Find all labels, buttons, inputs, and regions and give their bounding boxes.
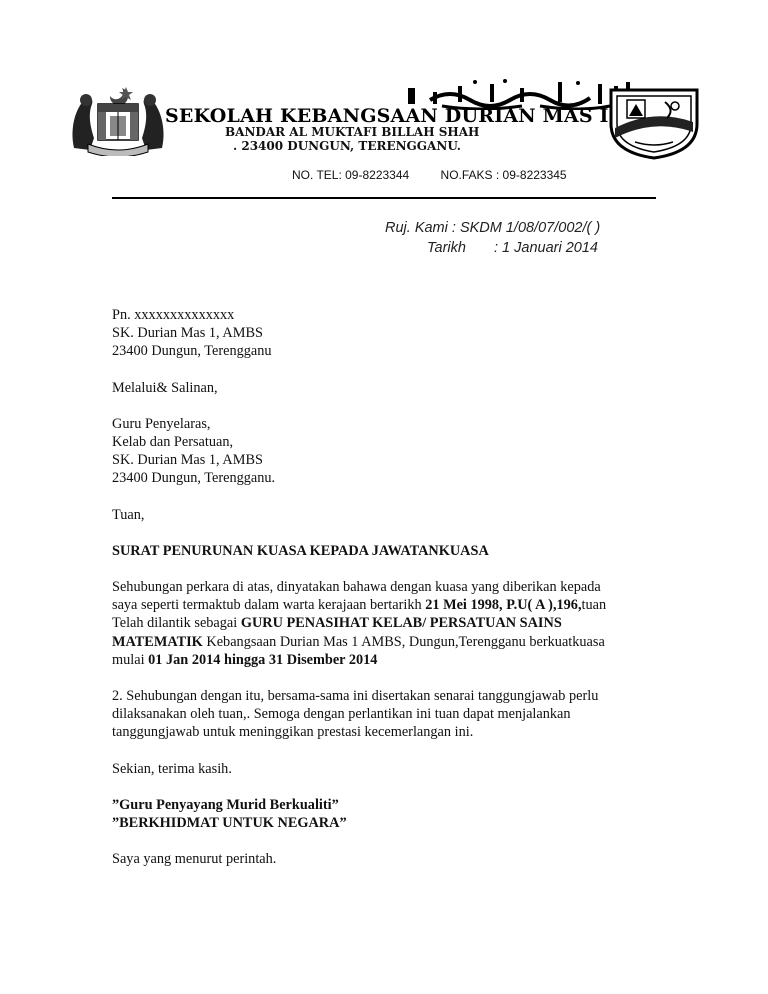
paragraph1-line1: Sehubungan perkara di atas, dinyatakan bahawa dengan kuasa yang diberikan kepada bbox=[112, 579, 601, 596]
contact-numbers bbox=[292, 168, 567, 182]
school-address-line1: BANDAR AL MUKTAFI BILLAH SHAH bbox=[225, 125, 480, 139]
effective-period: 01 Jan 2014 hingga 31 Disember 2014 bbox=[148, 651, 378, 668]
motto-line1: ”Guru Penyayang Murid Berkualiti” bbox=[112, 796, 339, 813]
date-line bbox=[385, 238, 600, 258]
reference-label: Ruj. Kami bbox=[385, 220, 448, 236]
text-span: tuan bbox=[581, 597, 607, 614]
coat-of-arms-logo bbox=[68, 86, 168, 156]
copy-to-line3: SK. Durian Mas 1, AMBS bbox=[112, 452, 263, 469]
paragraph1-line3 bbox=[112, 614, 672, 632]
copy-to-line1: Guru Penyelaras, bbox=[112, 415, 211, 432]
appointment-title: GURU PENASIHAT KELAB/ PERSATUAN SAINS bbox=[240, 615, 562, 632]
school-name: SEKOLAH KEBANGSAAN DURIAN MAS I bbox=[165, 105, 609, 127]
closing-line: Sekian, terima kasih. bbox=[112, 760, 232, 777]
paragraph1-line5 bbox=[112, 651, 672, 669]
paragraph2-line2: dilaksanakan oleh tuan,. Semoga dengan perlantikan ini tuan dapat menjalankan bbox=[112, 706, 571, 723]
paragraph1-line4 bbox=[112, 633, 672, 651]
copy-to-line2: Kelab dan Persatuan, bbox=[112, 434, 234, 451]
gazette-reference: 21 Mei 1998, P.U( A ),196, bbox=[425, 597, 582, 614]
paragraph2-line3: tanggungjawab untuk meninggikan prestasi kecemerlangan ini. bbox=[112, 724, 474, 741]
letter-subject: SURAT PENURUNAN KUASA KEPADA JAWATANKUASA bbox=[112, 542, 489, 559]
paragraph1-line2 bbox=[112, 596, 672, 614]
text-span: Telah dilantik sebagai bbox=[112, 615, 241, 632]
text-span: saya seperti termaktub dalam warta kerajaan bertarikh bbox=[112, 597, 426, 614]
motto-line2: ”BERKHIDMAT UNTUK NEGARA” bbox=[112, 815, 347, 832]
reference-value: : SKDM 1/08/07/002/( ) bbox=[451, 220, 601, 236]
text-span: Kebangsaan Durian Mas 1 AMBS, Dungun,Terengganu berkuatkuasa bbox=[202, 633, 605, 650]
text-span: mulai bbox=[112, 651, 149, 668]
sign-off: Saya yang menurut perintah. bbox=[112, 851, 277, 868]
telephone-number: NO. TEL: 09-8223344 bbox=[292, 168, 410, 182]
paragraph2-line1: 2. Sehubungan dengan itu, bersama-sama ini disertakan senarai tanggungjawab perlu bbox=[112, 688, 599, 705]
appointment-title-cont: MATEMATIK bbox=[112, 633, 203, 650]
reference-number-line bbox=[385, 218, 600, 238]
fax-number: NO.FAKS : 09-8223345 bbox=[440, 168, 567, 182]
salutation: Tuan, bbox=[112, 506, 145, 523]
date-value: : 1 Januari 2014 bbox=[494, 240, 598, 256]
recipient-school: SK. Durian Mas 1, AMBS bbox=[112, 325, 263, 342]
school-address-line2: . 23400 DUNGUN, TERENGGANU. bbox=[233, 139, 461, 153]
letterhead bbox=[60, 78, 710, 160]
school-badge-logo bbox=[605, 82, 703, 160]
copy-to-heading: Melalui& Salinan, bbox=[112, 379, 218, 396]
recipient-name: Pn. xxxxxxxxxxxxxx bbox=[112, 307, 235, 323]
reference-block bbox=[385, 218, 600, 258]
date-label: Tarikh bbox=[427, 240, 466, 256]
letterhead-divider bbox=[112, 197, 656, 199]
copy-to-line4: 23400 Dungun, Terengganu. bbox=[112, 470, 276, 487]
letter-body bbox=[112, 306, 672, 868]
recipient-city: 23400 Dungun, Terengganu bbox=[112, 343, 272, 360]
